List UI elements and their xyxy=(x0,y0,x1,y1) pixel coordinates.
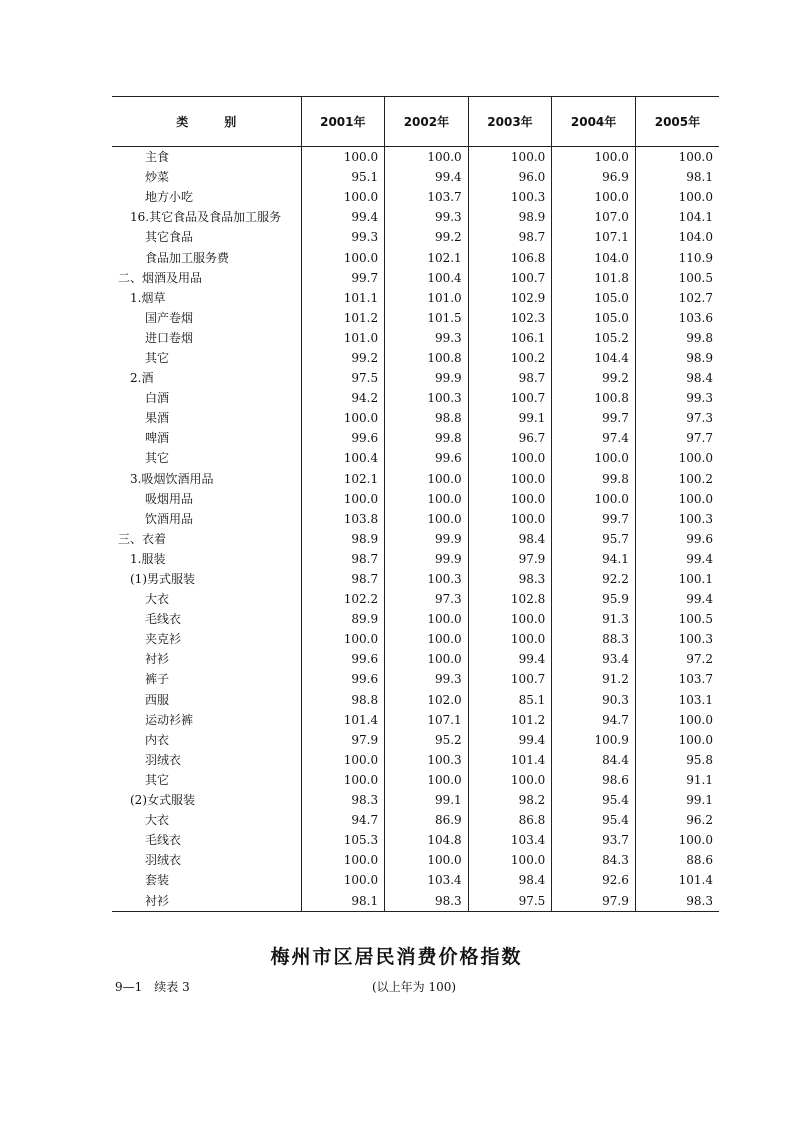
index-value-cell: 85.1 xyxy=(468,690,552,710)
row-label: 三、衣着 xyxy=(118,531,167,546)
table-row xyxy=(112,147,719,168)
index-value-cell: 110.9 xyxy=(635,247,719,267)
index-value-cell: 100.9 xyxy=(552,730,636,750)
row-label: 炒菜 xyxy=(145,170,170,185)
index-value-cell: 99.9 xyxy=(385,368,469,388)
index-value-cell: 102.2 xyxy=(301,589,385,609)
row-label: 毛线衣 xyxy=(145,612,182,627)
index-value-cell: 99.4 xyxy=(635,589,719,609)
table-row xyxy=(112,227,719,247)
index-value-cell: 94.1 xyxy=(552,549,636,569)
index-value-cell: 103.6 xyxy=(635,308,719,328)
table-row xyxy=(112,207,719,227)
table-row xyxy=(112,288,719,308)
row-label: 地方小吃 xyxy=(145,190,194,205)
index-value-cell: 100.0 xyxy=(385,629,469,649)
index-value-cell: 94.7 xyxy=(552,710,636,730)
index-value-cell: 99.8 xyxy=(635,328,719,348)
index-value-cell: 99.6 xyxy=(301,428,385,448)
table-row xyxy=(112,690,719,710)
index-value-cell: 100.0 xyxy=(385,649,469,669)
index-value-cell: 97.9 xyxy=(468,549,552,569)
index-value-cell: 97.4 xyxy=(552,428,636,448)
index-value-cell: 103.1 xyxy=(635,690,719,710)
index-value-cell: 93.4 xyxy=(552,649,636,669)
index-value-cell: 100.0 xyxy=(301,870,385,890)
index-value-cell: 100.0 xyxy=(635,830,719,850)
table-number: 9—1 续表 3 xyxy=(115,980,190,994)
price-index-table xyxy=(112,96,719,912)
index-value-cell: 99.4 xyxy=(468,649,552,669)
index-value-cell: 100.0 xyxy=(301,147,385,168)
index-value-cell: 88.6 xyxy=(635,850,719,870)
index-value-cell: 99.3 xyxy=(635,388,719,408)
index-value-cell: 100.0 xyxy=(301,187,385,207)
index-value-cell: 93.7 xyxy=(552,830,636,850)
index-value-cell: 98.6 xyxy=(552,770,636,790)
index-value-cell: 100.0 xyxy=(301,750,385,770)
index-value-cell: 101.1 xyxy=(301,288,385,308)
index-value-cell: 84.4 xyxy=(552,750,636,770)
table-row xyxy=(112,810,719,830)
index-value-cell: 100.0 xyxy=(301,489,385,509)
row-label: 1.烟草 xyxy=(130,290,166,305)
index-value-cell: 100.0 xyxy=(385,770,469,790)
row-label: 毛线衣 xyxy=(145,833,182,848)
index-value-cell: 97.2 xyxy=(635,649,719,669)
row-label: 其它 xyxy=(145,451,170,466)
row-label: 羽绒衣 xyxy=(145,752,182,767)
index-value-cell: 99.3 xyxy=(385,328,469,348)
index-value-cell: 99.3 xyxy=(385,669,469,689)
table-row xyxy=(112,348,719,368)
index-value-cell: 98.4 xyxy=(468,870,552,890)
document-title: 梅州市区居民消费价格指数 xyxy=(270,946,523,968)
index-value-cell: 103.7 xyxy=(635,669,719,689)
row-label: 3.吸烟饮酒用品 xyxy=(130,471,214,486)
table-row xyxy=(112,268,719,288)
index-value-cell: 99.7 xyxy=(301,268,385,288)
index-value-cell: 107.1 xyxy=(385,710,469,730)
index-value-cell: 104.1 xyxy=(635,207,719,227)
index-value-cell: 100.0 xyxy=(552,147,636,168)
index-value-cell: 104.8 xyxy=(385,830,469,850)
index-value-cell: 98.1 xyxy=(301,890,385,911)
index-value-cell: 100.0 xyxy=(635,710,719,730)
index-value-cell: 100.0 xyxy=(468,448,552,468)
row-label: (1)男式服装 xyxy=(130,572,195,587)
row-label: 主食 xyxy=(145,150,170,165)
index-value-cell: 95.8 xyxy=(635,750,719,770)
index-value-cell: 96.7 xyxy=(468,428,552,448)
index-value-cell: 104.4 xyxy=(552,348,636,368)
table-row xyxy=(112,167,719,187)
table-row xyxy=(112,388,719,408)
table-row xyxy=(112,529,719,549)
row-label: 1.服装 xyxy=(130,551,166,566)
index-value-cell: 100.2 xyxy=(635,469,719,489)
index-value-cell: 95.7 xyxy=(552,529,636,549)
index-value-cell: 102.1 xyxy=(385,247,469,267)
index-value-cell: 97.9 xyxy=(301,730,385,750)
index-value-cell: 100.0 xyxy=(468,629,552,649)
index-value-cell: 99.7 xyxy=(552,509,636,529)
index-value-cell: 97.5 xyxy=(468,890,552,911)
index-value-cell: 97.7 xyxy=(635,428,719,448)
index-value-cell: 105.0 xyxy=(552,288,636,308)
table-row xyxy=(112,247,719,267)
index-value-cell: 105.2 xyxy=(552,328,636,348)
index-value-cell: 100.0 xyxy=(468,850,552,870)
index-value-cell: 100.0 xyxy=(385,469,469,489)
row-label: 16.其它食品及食品加工服务 xyxy=(130,210,282,225)
index-value-cell: 101.4 xyxy=(468,750,552,770)
index-value-cell: 100.0 xyxy=(301,629,385,649)
index-value-cell: 99.9 xyxy=(385,529,469,549)
index-value-cell: 86.8 xyxy=(468,810,552,830)
index-value-cell: 100.0 xyxy=(468,770,552,790)
index-value-cell: 100.3 xyxy=(385,388,469,408)
index-value-cell: 99.3 xyxy=(301,227,385,247)
row-label: 国产卷烟 xyxy=(145,310,194,325)
index-value-cell: 99.7 xyxy=(552,408,636,428)
index-value-cell: 100.0 xyxy=(385,509,469,529)
index-value-cell: 98.9 xyxy=(468,207,552,227)
row-label: 大衣 xyxy=(145,813,170,828)
index-value-cell: 97.3 xyxy=(385,589,469,609)
index-value-cell: 99.1 xyxy=(635,790,719,810)
index-value-cell: 101.4 xyxy=(635,870,719,890)
table-row xyxy=(112,469,719,489)
row-label: 饮酒用品 xyxy=(145,511,194,526)
index-value-cell: 88.3 xyxy=(552,629,636,649)
table-row xyxy=(112,830,719,850)
table-row xyxy=(112,549,719,569)
index-value-cell: 99.3 xyxy=(385,207,469,227)
index-value-cell: 98.3 xyxy=(385,890,469,911)
index-value-cell: 99.2 xyxy=(552,368,636,388)
index-value-cell: 102.7 xyxy=(635,288,719,308)
index-value-cell: 101.8 xyxy=(552,268,636,288)
row-label: 其它食品 xyxy=(145,230,194,245)
index-value-cell: 100.0 xyxy=(552,187,636,207)
index-value-cell: 98.3 xyxy=(468,569,552,589)
row-label: 内衣 xyxy=(145,732,170,747)
index-value-cell: 98.2 xyxy=(468,790,552,810)
index-value-cell: 100.0 xyxy=(468,147,552,168)
index-value-cell: 100.2 xyxy=(468,348,552,368)
index-value-cell: 100.0 xyxy=(385,609,469,629)
index-value-cell: 99.4 xyxy=(385,167,469,187)
table-row xyxy=(112,730,719,750)
year-column-header: 2001年 xyxy=(301,97,385,147)
table-row xyxy=(112,569,719,589)
table-row xyxy=(112,609,719,629)
index-value-cell: 91.3 xyxy=(552,609,636,629)
index-value-cell: 100.0 xyxy=(385,489,469,509)
row-label: 裤子 xyxy=(145,672,170,687)
index-value-cell: 99.2 xyxy=(385,227,469,247)
index-value-cell: 100.3 xyxy=(468,187,552,207)
index-value-cell: 97.3 xyxy=(635,408,719,428)
index-value-cell: 92.6 xyxy=(552,870,636,890)
table-row xyxy=(112,448,719,468)
row-label: 西服 xyxy=(145,692,170,707)
index-value-cell: 91.2 xyxy=(552,669,636,689)
index-value-cell: 100.8 xyxy=(385,348,469,368)
index-value-cell: 99.6 xyxy=(385,448,469,468)
table-row xyxy=(112,649,719,669)
index-value-cell: 99.6 xyxy=(301,649,385,669)
index-value-cell: 98.8 xyxy=(301,690,385,710)
index-value-cell: 98.9 xyxy=(635,348,719,368)
table-row xyxy=(112,770,719,790)
table-row xyxy=(112,790,719,810)
index-value-cell: 101.4 xyxy=(301,710,385,730)
table-row xyxy=(112,669,719,689)
index-value-cell: 95.4 xyxy=(552,790,636,810)
index-value-cell: 94.2 xyxy=(301,388,385,408)
table-row xyxy=(112,368,719,388)
index-value-cell: 98.7 xyxy=(301,569,385,589)
row-label: (2)女式服装 xyxy=(130,793,195,808)
index-value-cell: 101.0 xyxy=(301,328,385,348)
year-column-header: 2003年 xyxy=(468,97,552,147)
row-label: 白酒 xyxy=(145,391,170,406)
index-value-cell: 100.3 xyxy=(635,629,719,649)
index-value-cell: 100.0 xyxy=(385,147,469,168)
table-row xyxy=(112,308,719,328)
index-value-cell: 100.0 xyxy=(635,187,719,207)
table-row xyxy=(112,489,719,509)
year-column-header: 2005年 xyxy=(635,97,719,147)
index-value-cell: 95.1 xyxy=(301,167,385,187)
row-label: 其它 xyxy=(145,350,170,365)
row-label: 啤酒 xyxy=(145,431,170,446)
index-value-cell: 98.8 xyxy=(385,408,469,428)
index-value-cell: 101.5 xyxy=(385,308,469,328)
index-value-cell: 84.3 xyxy=(552,850,636,870)
row-label: 2.酒 xyxy=(130,371,154,386)
index-value-cell: 102.9 xyxy=(468,288,552,308)
index-value-cell: 101.0 xyxy=(385,288,469,308)
index-value-cell: 100.5 xyxy=(635,268,719,288)
table-row xyxy=(112,328,719,348)
index-value-cell: 100.0 xyxy=(301,247,385,267)
row-label: 羽绒衣 xyxy=(145,853,182,868)
table-row xyxy=(112,870,719,890)
row-label: 吸烟用品 xyxy=(145,491,194,506)
index-value-cell: 86.9 xyxy=(385,810,469,830)
row-label: 夹克衫 xyxy=(145,632,182,647)
header-row xyxy=(112,97,719,147)
index-value-cell: 101.2 xyxy=(468,710,552,730)
index-value-cell: 98.7 xyxy=(468,368,552,388)
index-value-cell: 100.0 xyxy=(385,850,469,870)
index-value-cell: 98.9 xyxy=(301,529,385,549)
index-value-cell: 91.1 xyxy=(635,770,719,790)
row-label: 其它 xyxy=(145,772,170,787)
index-value-cell: 100.0 xyxy=(301,770,385,790)
index-value-cell: 98.7 xyxy=(301,549,385,569)
table-row xyxy=(112,750,719,770)
table-row xyxy=(112,428,719,448)
index-value-cell: 100.7 xyxy=(468,669,552,689)
table-row xyxy=(112,509,719,529)
index-value-cell: 100.0 xyxy=(468,469,552,489)
table-row xyxy=(112,187,719,207)
index-value-cell: 100.3 xyxy=(385,750,469,770)
index-value-cell: 100.7 xyxy=(468,268,552,288)
year-column-header: 2002年 xyxy=(385,97,469,147)
index-value-cell: 99.4 xyxy=(635,549,719,569)
row-label: 衬衫 xyxy=(145,652,170,667)
index-value-cell: 100.0 xyxy=(301,408,385,428)
index-value-cell: 98.3 xyxy=(301,790,385,810)
index-value-cell: 106.1 xyxy=(468,328,552,348)
index-value-cell: 95.9 xyxy=(552,589,636,609)
index-value-cell: 105.3 xyxy=(301,830,385,850)
index-value-cell: 95.2 xyxy=(385,730,469,750)
index-value-cell: 100.0 xyxy=(468,509,552,529)
row-label: 果酒 xyxy=(145,411,170,426)
index-value-cell: 89.9 xyxy=(301,609,385,629)
year-column-header: 2004年 xyxy=(552,97,636,147)
row-label: 大衣 xyxy=(145,592,170,607)
category-column-header: 类别 xyxy=(112,97,301,147)
index-value-cell: 100.0 xyxy=(552,448,636,468)
table-row xyxy=(112,408,719,428)
index-value-cell: 100.0 xyxy=(552,489,636,509)
index-value-cell: 98.7 xyxy=(468,227,552,247)
index-value-cell: 100.0 xyxy=(635,489,719,509)
table-row xyxy=(112,850,719,870)
row-label: 运动衫裤 xyxy=(145,712,194,727)
index-value-cell: 100.0 xyxy=(635,147,719,168)
index-value-cell: 100.4 xyxy=(301,448,385,468)
index-value-cell: 106.8 xyxy=(468,247,552,267)
index-value-cell: 100.4 xyxy=(385,268,469,288)
index-value-cell: 100.0 xyxy=(635,730,719,750)
index-value-cell: 107.0 xyxy=(552,207,636,227)
index-value-cell: 99.8 xyxy=(552,469,636,489)
index-value-cell: 99.2 xyxy=(301,348,385,368)
index-value-cell: 100.0 xyxy=(468,489,552,509)
index-value-cell: 103.7 xyxy=(385,187,469,207)
unit-note: (以上年为 100) xyxy=(372,980,457,994)
index-value-cell: 102.1 xyxy=(301,469,385,489)
index-value-cell: 96.0 xyxy=(468,167,552,187)
index-value-cell: 103.4 xyxy=(468,830,552,850)
table-row xyxy=(112,629,719,649)
index-value-cell: 95.4 xyxy=(552,810,636,830)
index-value-cell: 99.8 xyxy=(385,428,469,448)
index-value-cell: 97.5 xyxy=(301,368,385,388)
index-value-cell: 102.3 xyxy=(468,308,552,328)
index-value-cell: 99.9 xyxy=(385,549,469,569)
index-value-cell: 104.0 xyxy=(635,227,719,247)
index-value-cell: 100.8 xyxy=(552,388,636,408)
index-value-cell: 100.1 xyxy=(635,569,719,589)
index-value-cell: 100.3 xyxy=(635,509,719,529)
table-row xyxy=(112,710,719,730)
row-label: 食品加工服务费 xyxy=(145,250,230,265)
table-row xyxy=(112,890,719,911)
index-value-cell: 100.0 xyxy=(468,609,552,629)
index-value-cell: 96.9 xyxy=(552,167,636,187)
index-value-cell: 100.3 xyxy=(385,569,469,589)
index-value-cell: 90.3 xyxy=(552,690,636,710)
index-value-cell: 103.4 xyxy=(385,870,469,890)
index-value-cell: 98.4 xyxy=(635,368,719,388)
index-value-cell: 104.0 xyxy=(552,247,636,267)
index-value-cell: 105.0 xyxy=(552,308,636,328)
index-value-cell: 103.8 xyxy=(301,509,385,529)
index-value-cell: 99.1 xyxy=(385,790,469,810)
index-value-cell: 99.6 xyxy=(301,669,385,689)
index-value-cell: 99.4 xyxy=(301,207,385,227)
index-value-cell: 97.9 xyxy=(552,890,636,911)
index-value-cell: 102.8 xyxy=(468,589,552,609)
index-value-cell: 92.2 xyxy=(552,569,636,589)
index-value-cell: 98.1 xyxy=(635,167,719,187)
row-label: 进口卷烟 xyxy=(145,330,194,345)
index-value-cell: 96.2 xyxy=(635,810,719,830)
index-value-cell: 98.4 xyxy=(468,529,552,549)
index-value-cell: 98.3 xyxy=(635,890,719,911)
index-value-cell: 100.0 xyxy=(635,448,719,468)
index-value-cell: 94.7 xyxy=(301,810,385,830)
index-value-cell: 107.1 xyxy=(552,227,636,247)
row-label: 二、烟酒及用品 xyxy=(118,270,203,285)
index-value-cell: 100.7 xyxy=(468,388,552,408)
index-value-cell: 99.4 xyxy=(468,730,552,750)
row-label: 衬衫 xyxy=(112,890,301,911)
index-value-cell: 99.1 xyxy=(468,408,552,428)
row-label: 套装 xyxy=(145,873,170,888)
index-value-cell: 102.0 xyxy=(385,690,469,710)
index-value-cell: 99.6 xyxy=(635,529,719,549)
index-value-cell: 100.0 xyxy=(301,850,385,870)
index-value-cell: 100.5 xyxy=(635,609,719,629)
table-row xyxy=(112,589,719,609)
index-value-cell: 101.2 xyxy=(301,308,385,328)
